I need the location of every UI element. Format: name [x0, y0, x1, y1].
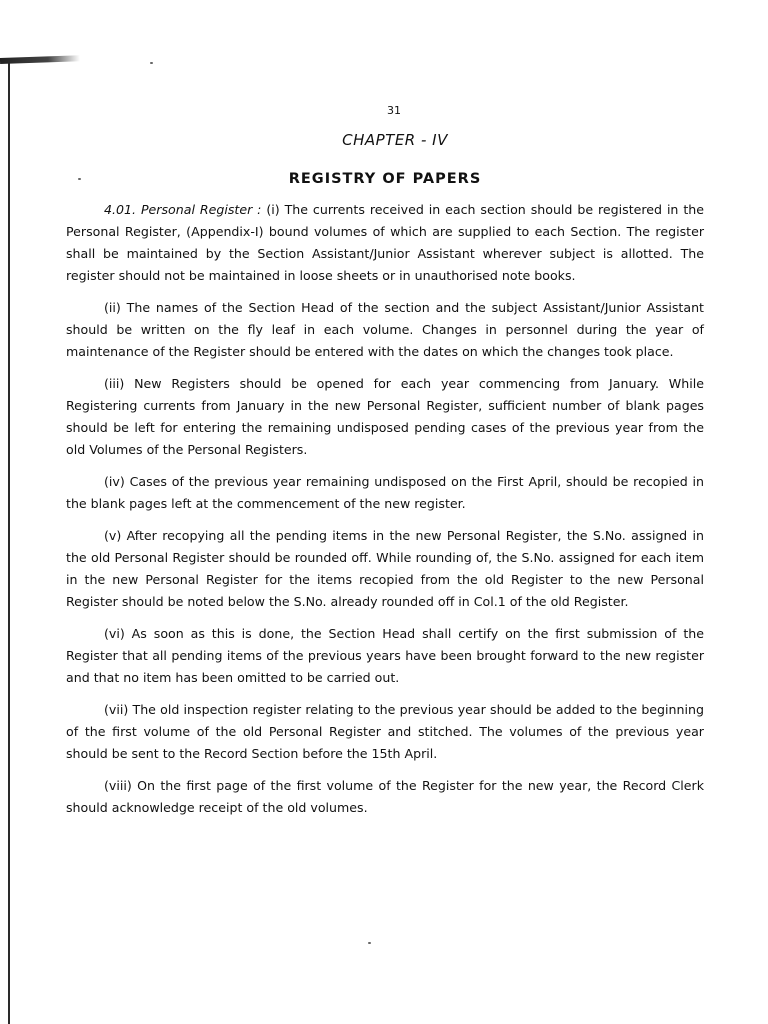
paragraph-text: (ii) The names of the Section Head of the section and the subject Assistant/Junior Assistant should be written on the fly leaf in each volume. Changes in personnel during the year of maintenance of the Register should be entered with the dates on which the changes took place.: [66, 300, 704, 359]
paragraph-text: (viii) On the first page of the first volume of the Register for the new year, the Record Clerk should acknowledge receipt of the old volumes.: [66, 778, 704, 815]
document-body: [66, 104, 704, 829]
paragraph-v: [66, 525, 704, 613]
paragraph-text: (iii) New Registers should be opened for each year commencing from January. While Registering currents from January in the new Personal Register, sufficient number of blank pages should be left for entering the remaining undisposed pending cases of the previous year from the old Volumes of the Personal Registers.: [66, 376, 704, 457]
scan-speck: [368, 942, 371, 944]
paragraph-text: (iv) Cases of the previous year remaining undisposed on the First April, should be recopied in the blank pages left at the commencement of the new register.: [66, 474, 704, 511]
paragraph-ii: [66, 297, 704, 363]
paragraph-vii: [66, 699, 704, 765]
chapter-heading: CHAPTER - IV: [342, 131, 448, 149]
paragraph-iv: [66, 471, 704, 515]
binding-shadow-mark: [0, 55, 80, 64]
scan-speck: [150, 62, 153, 64]
binding-edge-line: [8, 60, 10, 1024]
paragraph-vi: [66, 623, 704, 689]
section-title: REGISTRY OF PAPERS: [288, 171, 482, 187]
paragraph-iii: [66, 373, 704, 461]
paragraph-4-01-i: [66, 199, 704, 287]
paragraph-text: (vii) The old inspection register relating to the previous year should be added to the beginning of the first volume of the old Personal Register and stitched. The volumes of the previous year should be sent to the Record Section before the 15th April.: [66, 702, 704, 761]
paragraph-lead: 4.01. Personal Register :: [104, 202, 262, 217]
paragraph-text: (v) After recopying all the pending items in the new Personal Register, the S.No. assigned in the old Personal Register should be rounded off. While rounding of, the S.No. assigned for each item in the new Personal Register for the items recopied from the old Register to the new Personal Register should be noted below the S.No. already rounded off in Col.1 of the old Register.: [66, 528, 704, 609]
paragraph-viii: [66, 775, 704, 819]
paragraph-text: (vi) As soon as this is done, the Section Head shall certify on the first submission of the Register that all pending items of the previous years have been brought forward to the new register and that no item has been omitted to be carried out.: [66, 626, 704, 685]
paragraph-text: (i) The currents received in each section should be registered in the Personal Register, (Appendix-I) bound volumes of which are supplied to each Section. The register shall be maintained by the Section Assistant/Junior Assistant wherever subject is allotted. The register should not be maintained in loose sheets or in unauthorised note books.: [66, 202, 704, 283]
page-number: 31: [387, 104, 401, 117]
